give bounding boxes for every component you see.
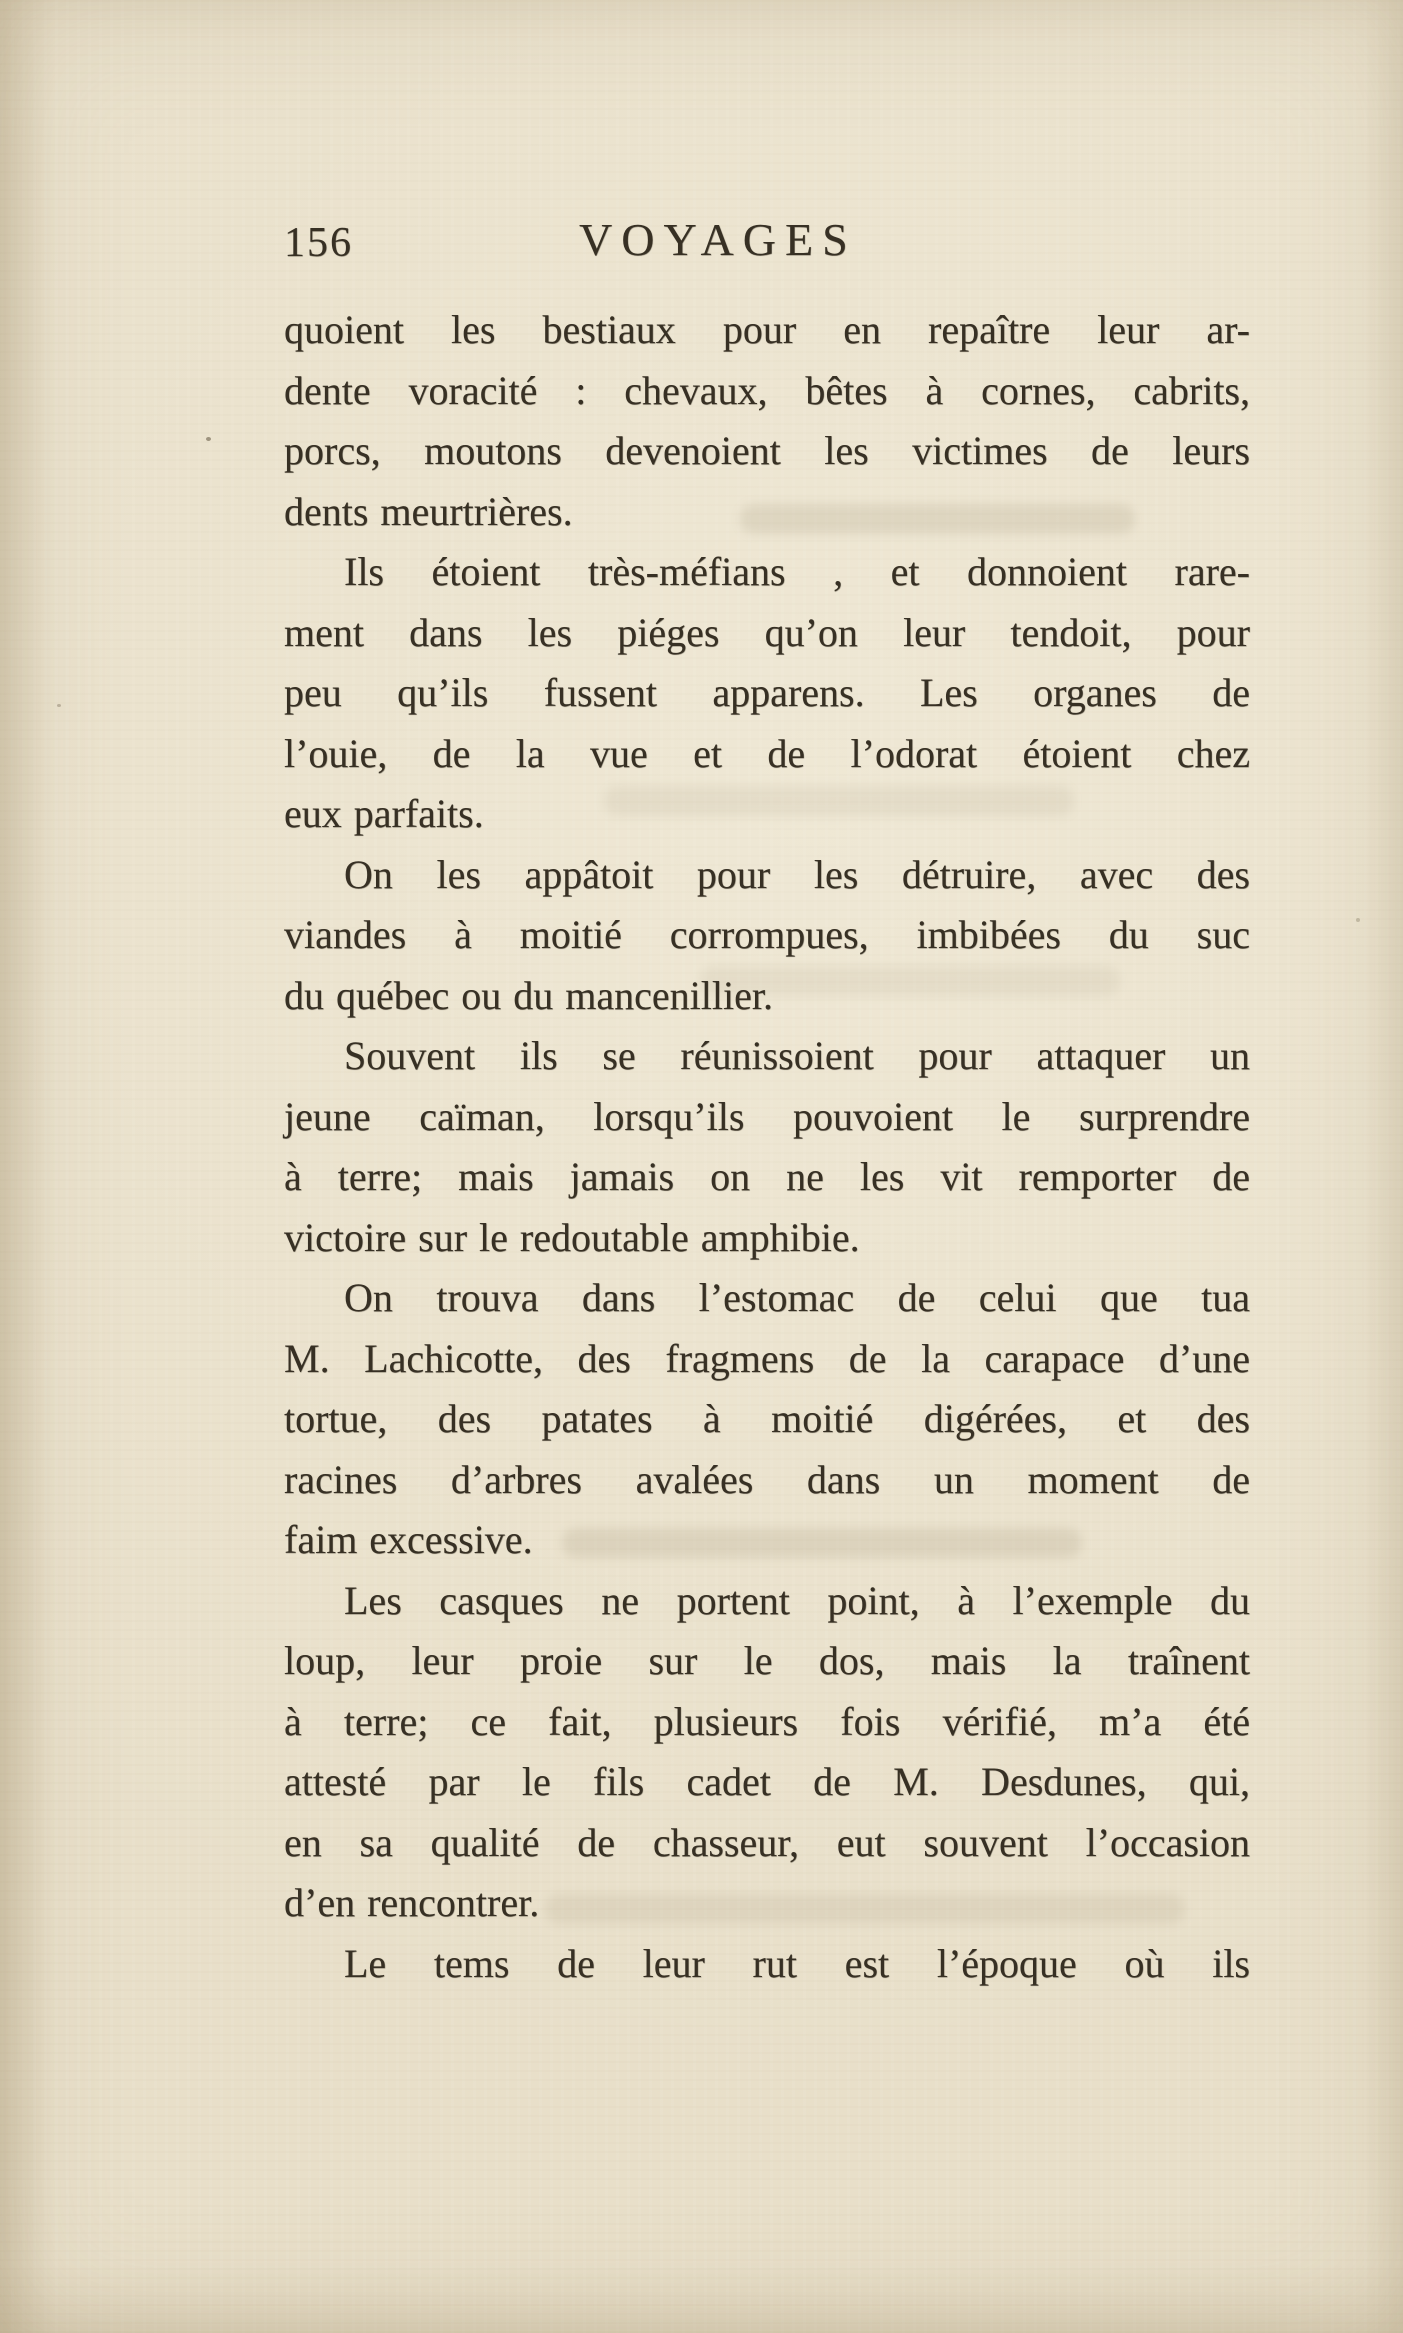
text-line: victoire sur le redoutable amphibie. bbox=[284, 1214, 860, 1260]
text-line: M. Lachicotte, des fragmens de la carapace d’une bbox=[284, 1335, 1250, 1381]
text-line: attesté par le fils cadet de M. Desdunes, qui, bbox=[284, 1759, 1250, 1804]
text-column bbox=[284, 300, 1250, 1994]
text-line: On les appâtoit pour les détruire, avec des bbox=[344, 851, 1250, 897]
text-line: dente voracité : chevaux, bêtes à cornes, cabrits, bbox=[284, 367, 1250, 413]
text-line: l’ouie, de la vue et de l’odorat étoient chez bbox=[284, 730, 1250, 776]
text-line: viandes à moitié corrompues, imbibées du suc bbox=[284, 912, 1250, 957]
text-line: quoient les bestiaux pour en repaître leur ar- bbox=[284, 307, 1250, 352]
text-line: en sa qualité de chasseur, eut souvent l’occasion bbox=[284, 1819, 1250, 1865]
page-number: 156 bbox=[284, 220, 353, 266]
text-line: On trouva dans l’estomac de celui que tua bbox=[344, 1275, 1250, 1320]
text-line: racines d’arbres avalées dans un moment de bbox=[284, 1456, 1250, 1502]
text-line: d’en rencontrer. bbox=[284, 1880, 540, 1925]
paper-speck bbox=[57, 704, 61, 707]
text-line: tortue, des patates à moitié digérées, et des bbox=[284, 1396, 1250, 1441]
text-line: Souvent ils se réunissoient pour attaquer un bbox=[344, 1033, 1250, 1078]
text-line: porcs, moutons devenoient les victimes de leurs bbox=[284, 428, 1250, 473]
text-line: à terre; mais jamais on ne les vit remporter de bbox=[284, 1154, 1250, 1199]
text-line: jeune caïman, lorsqu’ils pouvoient le surprendre bbox=[284, 1093, 1250, 1139]
paper-speck bbox=[1356, 918, 1360, 922]
text-line: à terre; ce fait, plusieurs fois vérifié, m’a été bbox=[284, 1698, 1250, 1744]
text-line: Le tems de leur rut est l’époque où ils bbox=[344, 1940, 1250, 1986]
paper-speck bbox=[206, 437, 211, 441]
text-line: faim excessive. bbox=[284, 1517, 533, 1562]
text-line: ment dans les piéges qu’on leur tendoit, pour bbox=[284, 609, 1250, 655]
text-line: eux parfaits. bbox=[284, 791, 484, 836]
text-line: du québec ou du mancenillier. bbox=[284, 972, 773, 1018]
text-line: Ils étoient très-méfians , et donnoient rare- bbox=[344, 549, 1250, 594]
text-line: dents meurtrières. bbox=[284, 488, 573, 534]
text-line: Les casques ne portent point, à l’exemple du bbox=[344, 1577, 1250, 1623]
text-line: loup, leur proie sur le dos, mais la traînent bbox=[284, 1638, 1250, 1683]
text-line: peu qu’ils fussent apparens. Les organes de bbox=[284, 670, 1250, 715]
running-title: VOYAGES bbox=[579, 214, 857, 265]
